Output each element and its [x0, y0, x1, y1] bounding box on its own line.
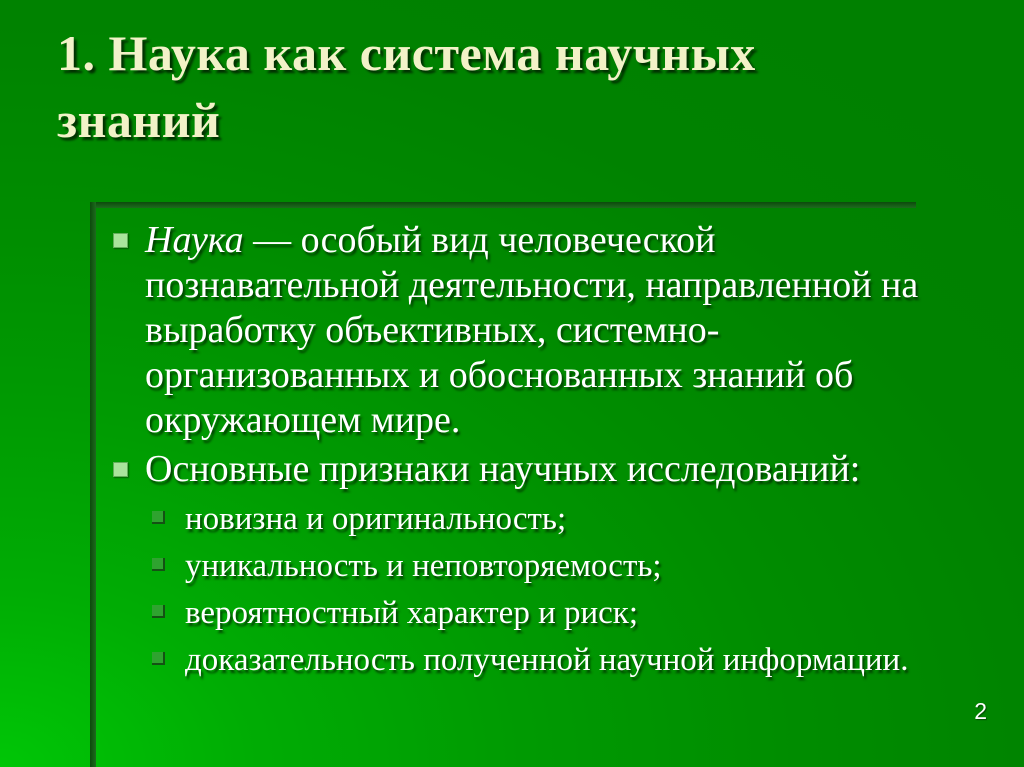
slide-title: 1. Наука как система научных знаний	[57, 25, 756, 148]
bullet-square-icon	[152, 558, 165, 571]
list-item-text: вероятностный характер и риск;	[185, 595, 638, 631]
content-box-shadow-top	[90, 202, 916, 208]
list-item	[95, 447, 945, 492]
bullet-square-icon	[113, 233, 128, 248]
list-item	[95, 543, 945, 589]
list-item	[95, 218, 945, 443]
bullet-square-icon	[152, 605, 165, 618]
list-item-text: Наука — особый вид человеческой познавательной деятельности, направленной на выработку объективных, системно- организованных и обоснованных знаний об окружающем мире.	[145, 219, 919, 441]
list-item	[95, 637, 945, 683]
list-item-text: доказательность полученной научной информации.	[185, 642, 909, 678]
bullet-square-icon	[152, 652, 165, 665]
page-number: 2	[974, 698, 987, 724]
list-item-text: Основные признаки научных исследований:	[145, 448, 861, 490]
list-item	[95, 496, 945, 542]
list-item	[95, 590, 945, 636]
content-list	[95, 218, 945, 684]
bullet-square-icon	[113, 462, 128, 477]
list-item-text: новизна и оригинальность;	[185, 501, 567, 537]
list-item-text: уникальность и неповторяемость;	[185, 548, 662, 584]
bullet-square-icon	[152, 511, 165, 524]
